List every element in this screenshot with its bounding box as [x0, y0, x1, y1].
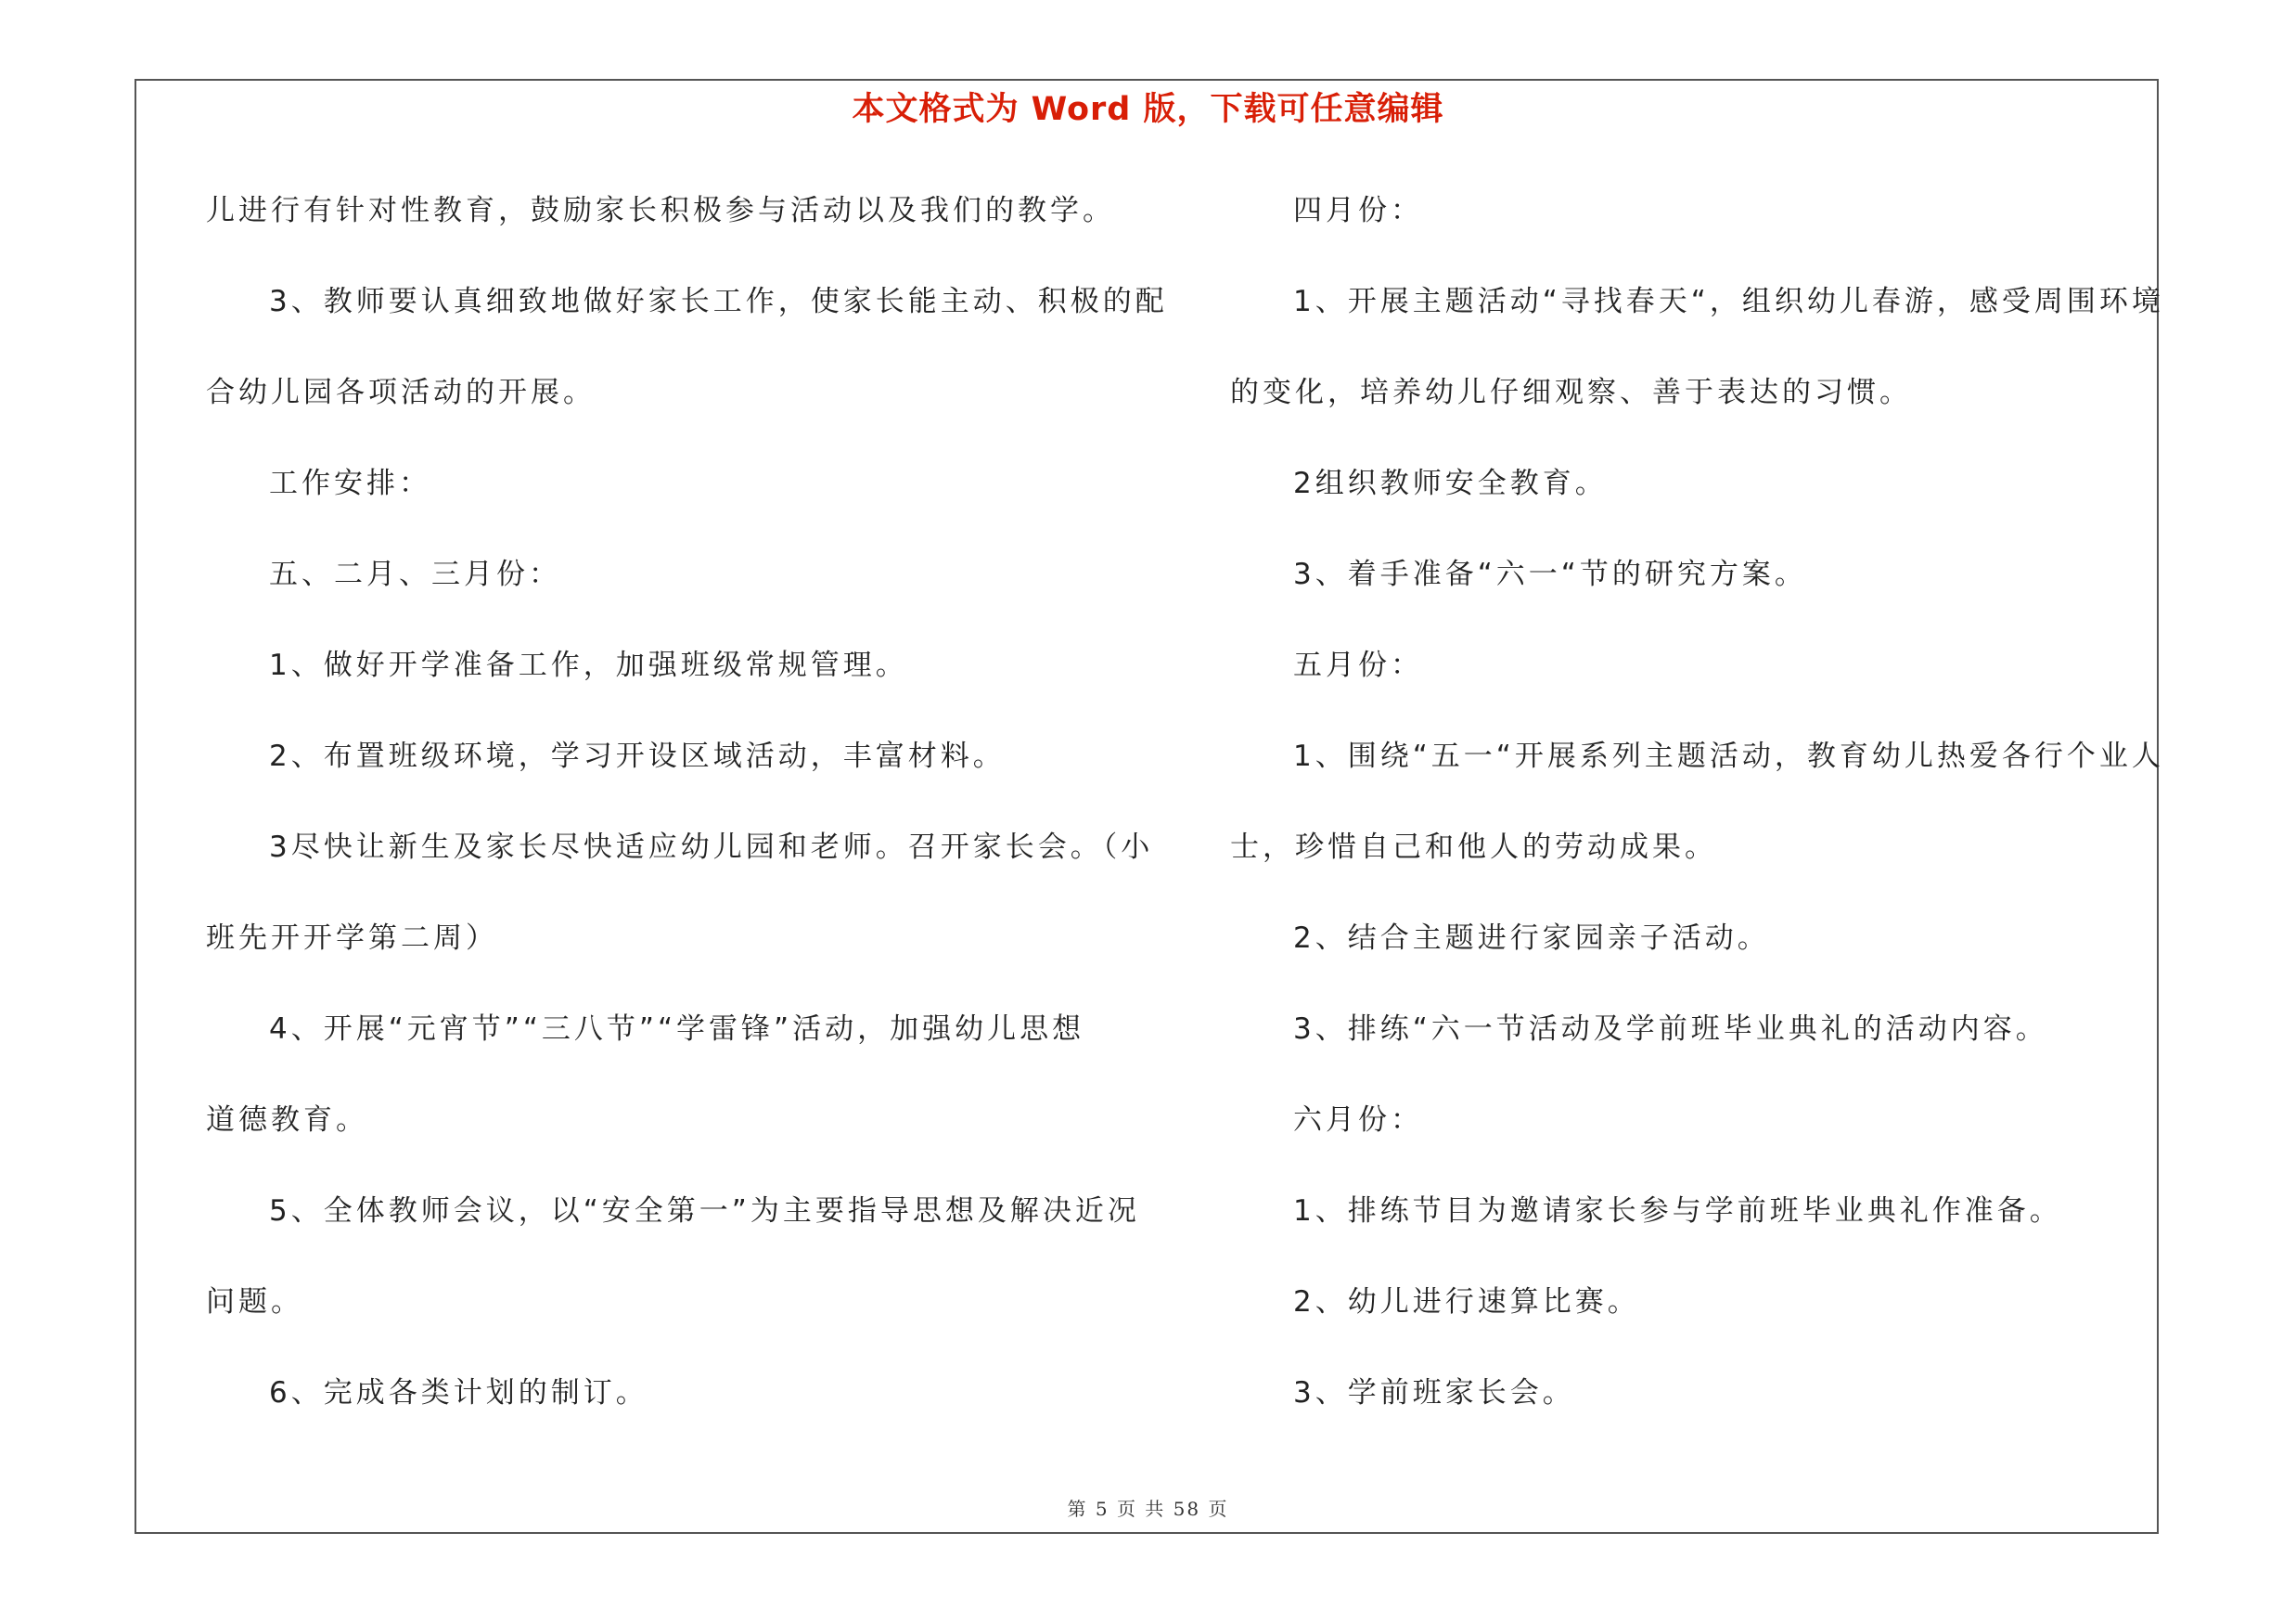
- paragraph-line: 3、排练“六一节活动及学前班毕业典礼的活动内容。: [1293, 1012, 2048, 1046]
- paragraph-line: 问题。: [206, 1285, 303, 1319]
- paragraph-line: 1、开展主题活动“寻找春天“，组织幼儿春游，感受周围环境: [1293, 285, 2164, 318]
- paragraph-line: 3、学前班家长会。: [1293, 1376, 1575, 1410]
- page-number-footer: 第 5 页 共 58 页: [1067, 1498, 1229, 1520]
- paragraph-line: 2、结合主题进行家园亲子活动。: [1293, 921, 1770, 955]
- paragraph-line: 4、开展“元宵节”“三八节”“学雷锋”活动，加强幼儿思想: [269, 1012, 1085, 1046]
- paragraph-line: 2、布置班级环境，学习开设区域活动，丰富材料。: [269, 740, 1006, 773]
- section-heading: 六月份：: [1293, 1103, 1423, 1137]
- paragraph-line: 3尽快让新生及家长尽快适应幼儿园和老师。召开家长会。（小: [269, 831, 1154, 864]
- paragraph-line: 道德教育。: [206, 1103, 368, 1137]
- section-heading: 五月份：: [1293, 649, 1423, 682]
- section-heading: 工作安排：: [269, 467, 431, 500]
- paragraph-line: 班先开开学第二周）: [206, 921, 498, 955]
- paragraph-line: 的变化，培养幼儿仔细观察、善于表达的习惯。: [1230, 376, 1912, 409]
- section-heading: 四月份：: [1293, 194, 1423, 227]
- paragraph-line: 6、完成各类计划的制订。: [269, 1376, 648, 1410]
- paragraph-line: 士，珍惜自己和他人的劳动成果。: [1230, 831, 1717, 864]
- paragraph-line: 1、围绕“五一“开展系列主题活动，教育幼儿热爱各行个业人: [1293, 740, 2164, 773]
- paragraph-line: 合幼儿园各项活动的开展。: [206, 376, 596, 409]
- paragraph-line: 5、全体教师会议，以“安全第一”为主要指导思想及解决近况: [269, 1194, 1140, 1228]
- paragraph-line: 3、教师要认真细致地做好家长工作，使家长能主动、积极的配: [269, 285, 1168, 318]
- paragraph-line: 1、做好开学准备工作，加强班级常规管理。: [269, 649, 908, 682]
- format-notice-banner: 本文格式为 Word 版，下载可任意编辑: [852, 91, 1444, 128]
- paragraph-line: 2组织教师安全教育。: [1293, 467, 1608, 500]
- paragraph-line: 1、排练节目为邀请家长参与学前班毕业典礼作准备。: [1293, 1194, 2062, 1228]
- paragraph-line: 2、幼儿进行速算比赛。: [1293, 1285, 1640, 1319]
- paragraph-line: 3、着手准备“六一“节的研究方案。: [1293, 558, 1807, 591]
- paragraph-line: 儿进行有针对性教育，鼓励家长积极参与活动以及我们的教学。: [206, 194, 1115, 227]
- section-heading: 五、二月、三月份：: [269, 558, 561, 591]
